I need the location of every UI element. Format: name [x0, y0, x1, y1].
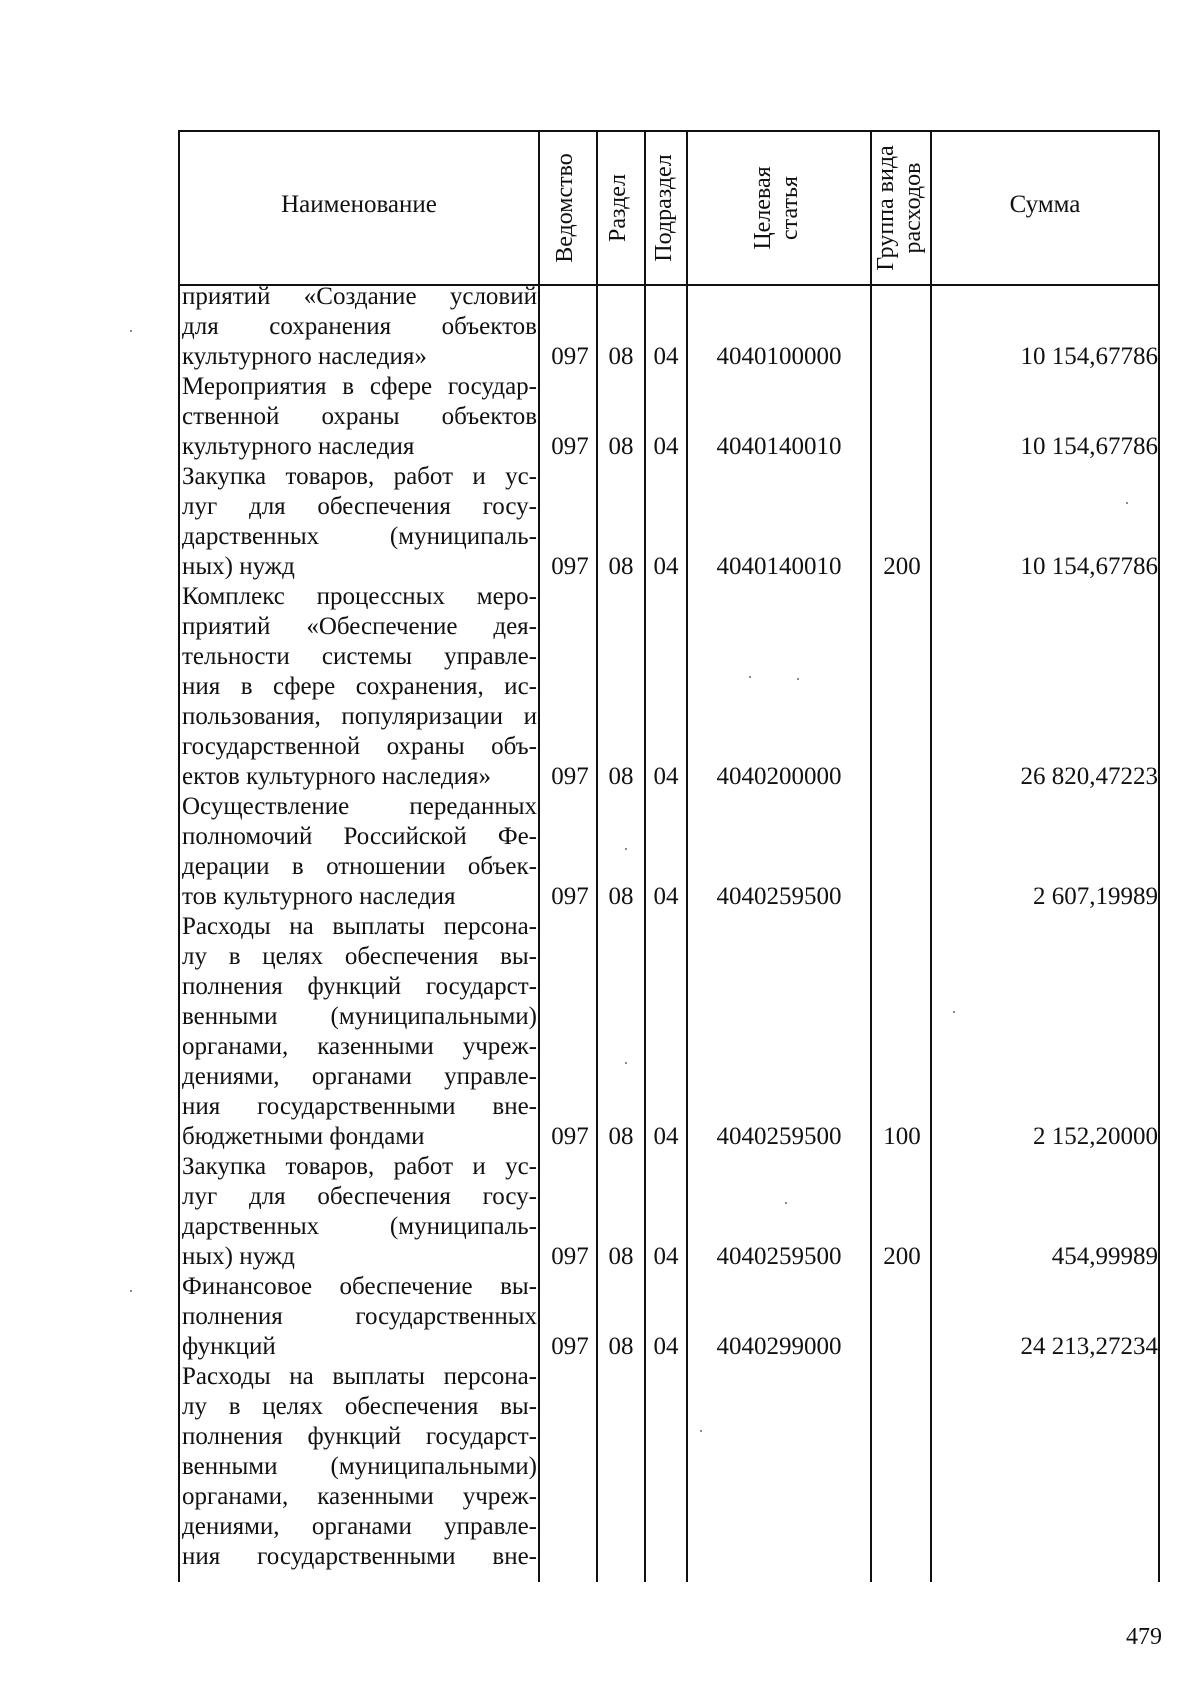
row-summa: 26 820,47223 — [1020, 763, 1158, 790]
row-name-line: ектов культурного наследия» — [182, 763, 491, 790]
scan-speck — [785, 1202, 787, 1204]
row-celevaya: 4040100000 — [716, 343, 842, 370]
row-razdel: 08 — [608, 1333, 634, 1360]
row-name-line: ния в сфере сохранения, ис- — [182, 673, 537, 700]
row-vedomstvo: 097 — [551, 343, 589, 370]
row-razdel: 08 — [608, 1123, 634, 1150]
row-vedomstvo: 097 — [551, 553, 589, 580]
row-razdel: 08 — [608, 553, 634, 580]
row-celevaya: 4040140010 — [716, 433, 842, 460]
row-name-line: дарственных (муниципаль- — [182, 523, 537, 550]
row-gruppa: 100 — [883, 1123, 921, 1150]
row-name-line: приятий «Обеспечение дея- — [182, 613, 537, 640]
row-name-line: пользования, популяризации и — [182, 703, 537, 730]
header-gruppa — [873, 132, 929, 284]
row-name-line: Расходы на выплаты персона- — [182, 913, 537, 940]
row-summa: 2 607,19989 — [1033, 883, 1158, 910]
header-vedomstvo: Ведомство — [552, 153, 578, 263]
row-name-line: Комплекс процессных меро- — [182, 583, 537, 610]
row-name-line: органами, казенными учреж- — [182, 1033, 537, 1060]
scan-speck — [130, 1290, 132, 1292]
row-podrazdel: 04 — [653, 763, 679, 790]
row-summa: 10 154,67786 — [1020, 553, 1158, 580]
row-name-line: функций — [182, 1333, 276, 1360]
row-summa: 10 154,67786 — [1020, 433, 1158, 460]
scan-speck — [130, 330, 132, 332]
scan-speck — [749, 676, 751, 678]
row-vedomstvo: 097 — [551, 1243, 589, 1270]
row-vedomstvo: 097 — [551, 433, 589, 460]
row-name-line: культурного наследия — [182, 433, 415, 460]
col-border-right — [1158, 130, 1160, 1582]
scan-speck — [797, 678, 799, 680]
col-border-cel — [870, 130, 872, 1582]
scan-speck — [1126, 502, 1128, 504]
col-border-name — [538, 130, 540, 1582]
row-name-line: полнения государственных — [182, 1303, 537, 1330]
header-razdel: Раздел — [605, 174, 631, 242]
row-name-line: полномочий Российской Фе- — [182, 823, 537, 850]
row-razdel: 08 — [608, 433, 634, 460]
header-podrazdel: Подраздел — [651, 154, 677, 262]
header-celevaya-line1: Целевая — [750, 166, 776, 250]
row-podrazdel: 04 — [653, 883, 679, 910]
page-number: 479 — [1126, 1624, 1162, 1650]
col-border-raz — [644, 130, 646, 1582]
row-vedomstvo: 097 — [551, 1333, 589, 1360]
row-name-line: венными (муниципальными) — [182, 1453, 537, 1480]
header-summa: Сумма — [1009, 191, 1081, 218]
row-name-line: Осуществление переданных — [182, 793, 537, 820]
row-summa: 454,99989 — [1051, 1243, 1158, 1270]
row-podrazdel: 04 — [653, 1333, 679, 1360]
row-podrazdel: 04 — [653, 553, 679, 580]
scan-speck — [625, 1062, 627, 1064]
row-podrazdel: 04 — [653, 343, 679, 370]
row-name-line: Мероприятия в сфере государ- — [182, 373, 537, 400]
scan-speck — [625, 848, 627, 850]
row-name-line: венными (муниципальными) — [182, 1003, 537, 1030]
row-name-line: органами, казенными учреж- — [182, 1483, 537, 1510]
row-name-line: Закупка товаров, работ и ус- — [182, 463, 537, 490]
header-celevaya — [750, 133, 806, 283]
row-vedomstvo: 097 — [551, 883, 589, 910]
row-name-line: ственной охраны объектов — [182, 403, 537, 430]
row-name-line: государственной охраны объ- — [182, 733, 537, 760]
row-name-line: полнения функций государст- — [182, 1423, 537, 1450]
row-name-line: Финансовое обеспечение вы- — [182, 1273, 537, 1300]
row-name-line: тельности системы управле- — [182, 643, 537, 670]
row-name-line: приятий «Создание условий — [182, 283, 537, 310]
row-vedomstvo: 097 — [551, 763, 589, 790]
row-gruppa: 200 — [883, 553, 921, 580]
row-name-line: культурного наследия» — [182, 343, 427, 370]
row-name-line: дерации в отношении объек- — [182, 853, 537, 880]
scan-speck — [700, 1430, 702, 1432]
row-name-line: ния государственными вне- — [182, 1543, 537, 1570]
row-name-line: дениями, органами управле- — [182, 1513, 537, 1540]
col-border-grp — [930, 130, 932, 1582]
row-name-line: ных) нужд — [182, 1243, 295, 1270]
row-vedomstvo: 097 — [551, 1123, 589, 1150]
row-summa: 24 213,27234 — [1020, 1333, 1158, 1360]
row-razdel: 08 — [608, 763, 634, 790]
table-top-border — [178, 130, 1160, 132]
scan-speck — [953, 1011, 955, 1013]
row-summa: 10 154,67786 — [1020, 343, 1158, 370]
row-summa: 2 152,20000 — [1033, 1123, 1158, 1150]
row-podrazdel: 04 — [653, 1243, 679, 1270]
row-celevaya: 4040259500 — [716, 883, 842, 910]
row-razdel: 08 — [608, 1243, 634, 1270]
row-name-line: для сохранения объектов — [182, 313, 537, 340]
row-name-line: тов культурного наследия — [182, 883, 456, 910]
row-name-line: бюджетными фондами — [182, 1123, 425, 1150]
row-name-line: дарственных (муниципаль- — [182, 1213, 537, 1240]
col-border-left — [178, 130, 180, 1582]
row-name-line: Закупка товаров, работ и ус- — [182, 1153, 537, 1180]
header-gruppa-line1: Группа вида — [873, 145, 899, 271]
row-name-line: Расходы на выплаты персона- — [182, 1363, 537, 1390]
header-name: Наименование — [281, 191, 437, 218]
row-name-line: лу в целях обеспечения вы- — [182, 943, 537, 970]
row-name-line: ния государственными вне- — [182, 1093, 537, 1120]
row-name-line: ных) нужд — [182, 553, 295, 580]
row-name-line: луг для обеспечения госу- — [182, 1183, 537, 1210]
row-gruppa: 200 — [883, 1243, 921, 1270]
row-podrazdel: 04 — [653, 1123, 679, 1150]
row-celevaya: 4040259500 — [716, 1123, 842, 1150]
row-celevaya: 4040200000 — [716, 763, 842, 790]
row-name-line: луг для обеспечения госу- — [182, 493, 537, 520]
row-razdel: 08 — [608, 883, 634, 910]
row-celevaya: 4040259500 — [716, 1243, 842, 1270]
header-celevaya-line2: статья — [777, 176, 803, 240]
row-celevaya: 4040299000 — [716, 1333, 842, 1360]
row-podrazdel: 04 — [653, 433, 679, 460]
header-gruppa-line2: расходов — [900, 162, 926, 254]
row-name-line: лу в целях обеспечения вы- — [182, 1393, 537, 1420]
row-name-line: дениями, органами управле- — [182, 1063, 537, 1090]
row-name-line: полнения функций государст- — [182, 973, 537, 1000]
row-celevaya: 4040140010 — [716, 553, 842, 580]
row-razdel: 08 — [608, 343, 634, 370]
